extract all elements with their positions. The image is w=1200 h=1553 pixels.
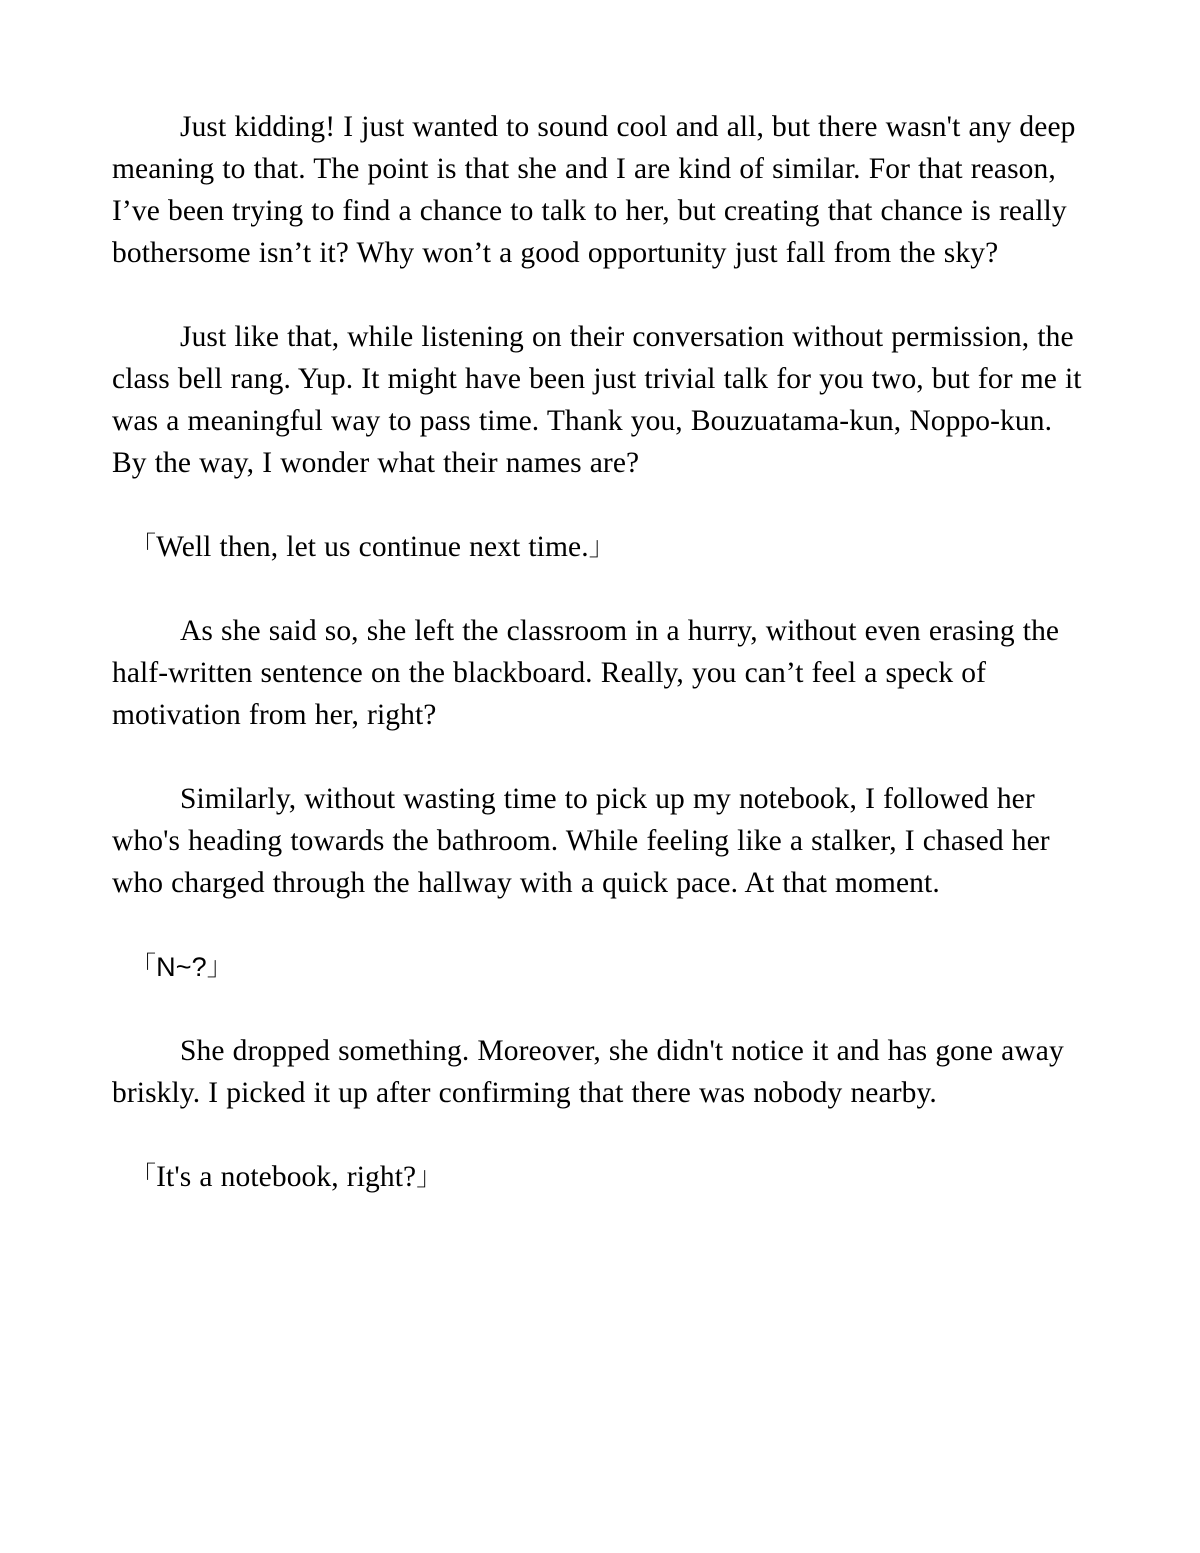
open-corner-bracket-icon: 「 (130, 1162, 157, 1192)
close-corner-bracket-icon: 」 (416, 1162, 443, 1192)
dialogue-continue-next-time (112, 526, 1092, 568)
close-corner-bracket-icon: 」 (588, 532, 615, 562)
text-column (112, 106, 1092, 1198)
open-corner-bracket-icon: 「 (130, 952, 157, 982)
paragraph-she-dropped-something: She dropped something. Moreover, she didn't notice it and has gone away briskly. I picked it up after confirming that there was nobody nearby. (112, 1035, 1064, 1109)
dialogue-n-question (112, 946, 1092, 988)
paragraph-just-kidding: Just kidding! I just wanted to sound cool and all, but there wasn't any deep meaning to that. The point is that she and I are kind of similar. For that reason, I’ve been trying to find a chance to talk to her, but creating that chance is really bothersome isn’t it? Why won’t a good opportunity just fall from the sky? (112, 111, 1076, 269)
dialogue-text: N~? (156, 952, 207, 982)
dialogue-text: It's a notebook, right? (156, 1161, 417, 1193)
paragraph-similarly: Similarly, without wasting time to pick up my notebook, I followed her who's heading towards the bathroom. While feeling like a stalker, I chased her who charged through the hallway with a quick pace. At that moment. (112, 783, 1050, 899)
paragraph-as-she-said-so: As she said so, she left the classroom in a hurry, without even erasing the half-written sentence on the blackboard. Really, you can’t feel a speck of motivation from her, right? (112, 615, 1060, 731)
dialogue-its-a-notebook (112, 1156, 1092, 1198)
open-corner-bracket-icon: 「 (130, 532, 157, 562)
close-corner-bracket-icon: 」 (206, 952, 233, 982)
dialogue-text: Well then, let us continue next time. (156, 531, 589, 563)
paragraph-just-like-that: Just like that, while listening on their conversation without permission, the class bell rang. Yup. It might have been just trivial talk for you two, but for me it was a meaningful way to pass time. Thank you, Bouzuatama-kun, Noppo-kun. By the way, I wonder what their names are? (112, 321, 1082, 479)
